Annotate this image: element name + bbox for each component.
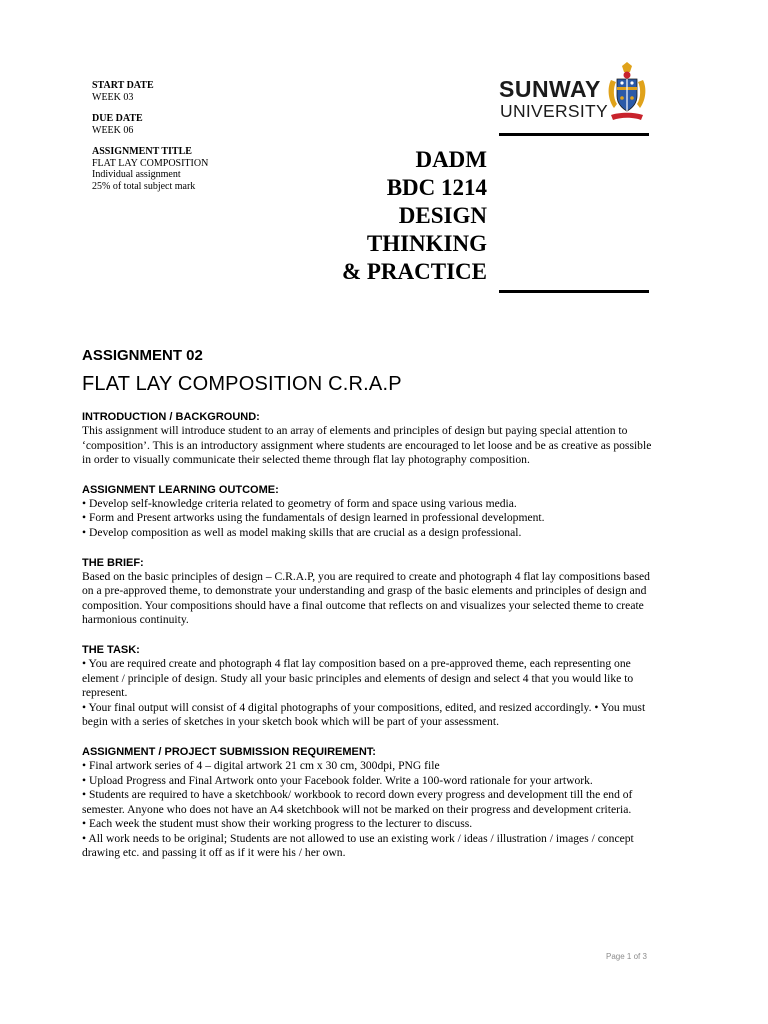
- page-number: Page 1 of 3: [606, 952, 647, 961]
- list-item: • Develop composition as well as model making skills that are crucial as a design professional.: [82, 525, 522, 539]
- section-text: Based on the basic principles of design – C.R.A.P, you are required to create and photograph 4 flat lay compositions based on a pre-approved theme, to demonstrate your understanding and grasp of the basic elements and principles of design and composition. Your compositions should have a final outcome that reflects on and visualizes your selected theme to create harmonious continuity.: [82, 569, 650, 627]
- list-item: • Each week the student must show their working progress to the lecturer to discuss.: [82, 817, 473, 831]
- due-date-value: WEEK 06: [92, 124, 134, 136]
- list-item: • Your final output will consist of 4 digital photographs of your compositions, edited, and resized accordingly. • You must begin with a series of sketches in your sketch book which will be part of your assessment.: [82, 700, 646, 729]
- section-heading: THE TASK:: [82, 643, 140, 656]
- university-logo: [499, 62, 649, 124]
- document-body: [82, 347, 652, 861]
- list-item: • Develop self-knowledge criteria related to geometry of form and space using various media.: [82, 496, 517, 510]
- course-line: BDC 1214: [386, 175, 487, 200]
- section-heading: THE BRIEF:: [82, 556, 144, 569]
- brief-section: [82, 556, 652, 628]
- bullet-list: [82, 759, 652, 861]
- section-heading: ASSIGNMENT LEARNING OUTCOME:: [82, 483, 279, 496]
- header-rule-bottom: [499, 290, 649, 293]
- start-date-block: [92, 80, 208, 103]
- assignment-meta: [92, 80, 208, 192]
- course-line: DESIGN: [398, 203, 487, 228]
- crest-icon: [605, 62, 649, 124]
- learning-outcome-section: [82, 483, 652, 541]
- list-item: • Final artwork series of 4 – digital artwork 21 cm x 30 cm, 300dpi, PNG file: [82, 758, 440, 772]
- section-heading: ASSIGNMENT / PROJECT SUBMISSION REQUIREMENT:: [82, 745, 376, 758]
- assignment-title-label: ASSIGNMENT TITLE: [92, 146, 192, 157]
- assignment-weight: 25% of total subject mark: [92, 180, 196, 192]
- course-line: THINKING: [366, 231, 487, 256]
- section-heading: INTRODUCTION / BACKGROUND:: [82, 411, 260, 423]
- logo-wordmark-line2: UNIVERSITY: [500, 101, 609, 121]
- list-item: • All work needs to be original; Students are not allowed to use an existing work / ideas / illustration / images / concept drawing etc. and passing it off as if it were his / her own.: [82, 831, 634, 860]
- assignment-number: ASSIGNMENT 02: [82, 347, 203, 364]
- list-item: • Form and Present artworks using the fundamentals of design learned in professional development.: [82, 511, 545, 525]
- course-title: [342, 146, 487, 286]
- bullet-list: [82, 657, 652, 730]
- assignment-type: Individual assignment: [92, 169, 181, 180]
- assignment-title: FLAT LAY COMPOSITION C.R.A.P: [82, 373, 402, 395]
- task-section: [82, 643, 652, 730]
- intro-section: [82, 410, 652, 468]
- list-item: • Upload Progress and Final Artwork onto your Facebook folder. Write a 100-word rationale for your artwork.: [82, 773, 593, 787]
- list-item: • You are required create and photograph 4 flat lay composition based on a pre-approved theme, each representing one element / principle of design. Study all your basic principles and elements of design and select 4 that you would like to represent.: [82, 656, 634, 700]
- submission-section: [82, 745, 652, 861]
- course-line: DADM: [415, 147, 487, 172]
- assignment-title-value: FLAT LAY COMPOSITION: [92, 157, 209, 169]
- assignment-title-block: [92, 146, 208, 192]
- start-date-label: START DATE: [92, 80, 154, 91]
- course-line: & PRACTICE: [341, 259, 487, 284]
- logo-wordmark-line1: SUNWAY: [499, 76, 601, 102]
- start-date-value: WEEK 03: [92, 91, 134, 103]
- due-date-label: DUE DATE: [92, 113, 143, 124]
- due-date-block: [92, 113, 208, 136]
- bullet-list: [82, 497, 652, 541]
- section-text: This assignment will introduce student to an array of elements and principles of design but paying special attention to ‘composition’. This is an introductory assignment where students are encouraged to let loose and be as creative as possible in order to visually communicate their selected theme through flat lay photography composition.: [82, 424, 652, 467]
- header-rule-top: [499, 133, 649, 136]
- list-item: • Students are required to have a sketchbook/ workbook to record down every progress and development till the end of semester. Anyone who does not have an A4 sketchbook will not be marked on their progress and development criteria.: [82, 788, 633, 816]
